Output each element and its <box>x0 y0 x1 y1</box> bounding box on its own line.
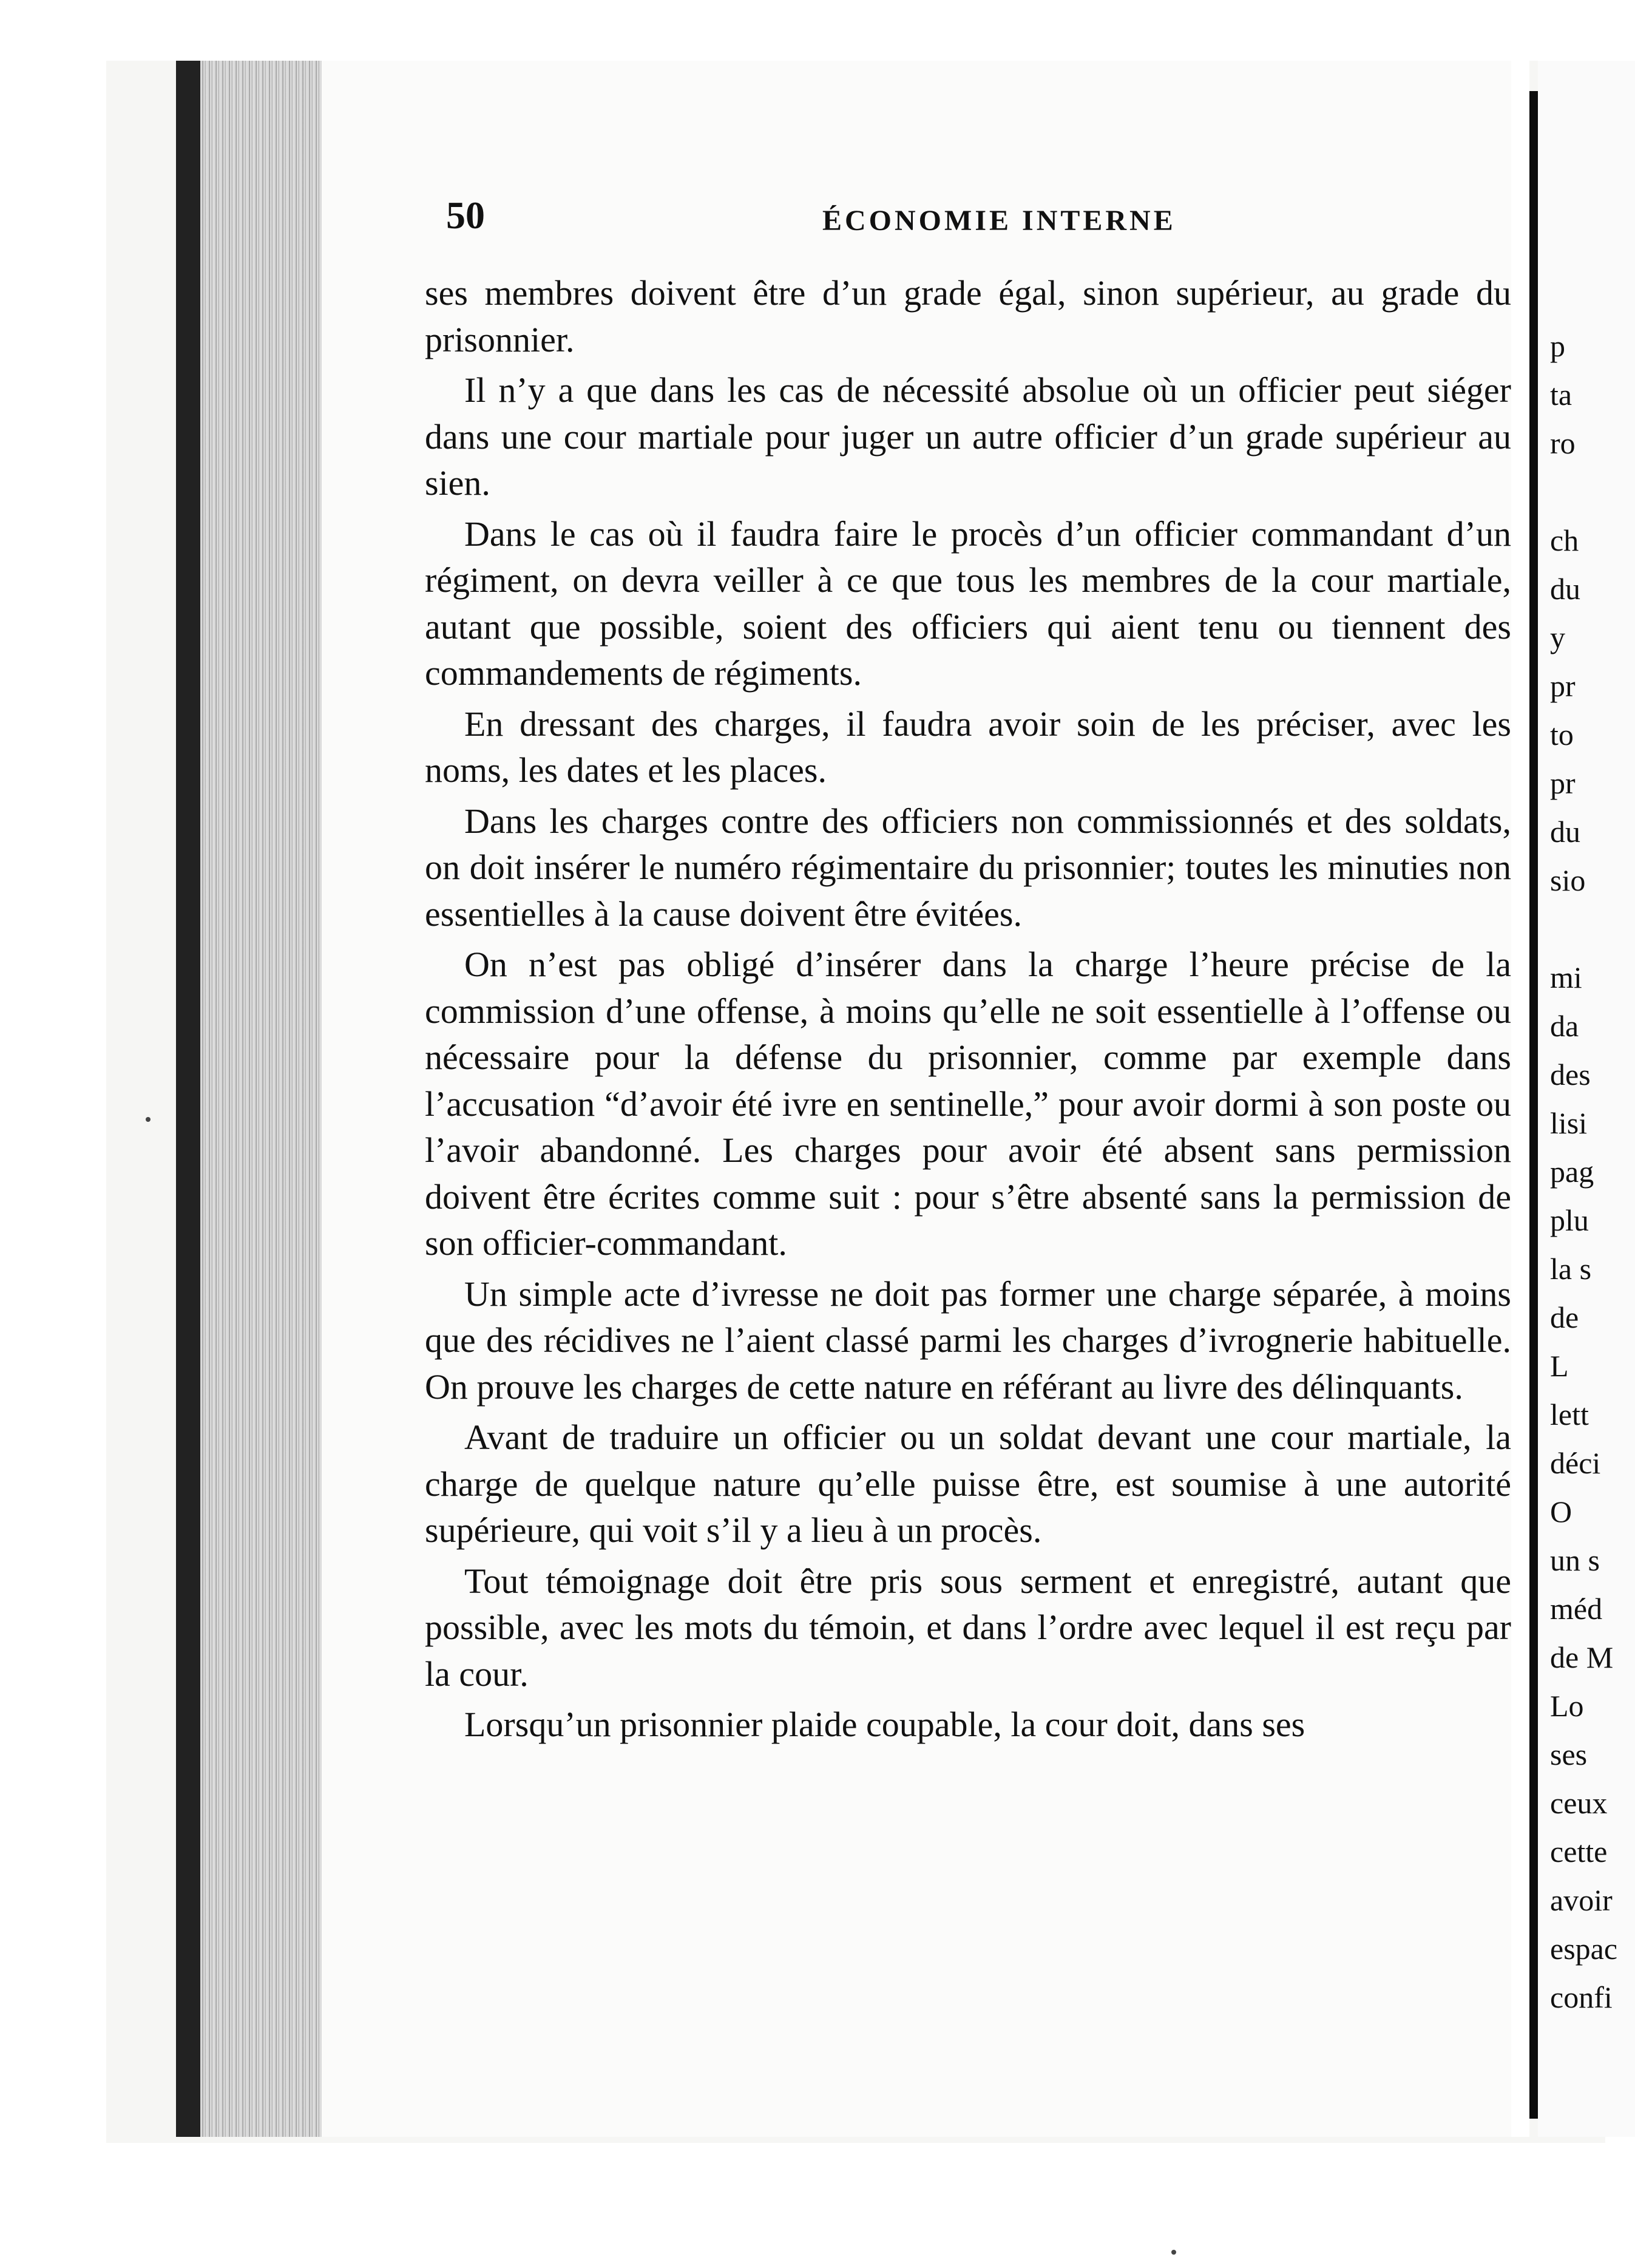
paragraph: En dressant des charges, il faudra avoir soin de les préciser, avec les noms, les dates et les places. <box>425 704 1511 790</box>
facing-page-fragment: méd <box>1550 1592 1603 1626</box>
facing-page-fragment: du <box>1550 815 1580 849</box>
scan-speck <box>1171 2250 1176 2255</box>
facing-page-fragment: de <box>1550 1300 1579 1334</box>
binding-shadow <box>176 61 200 2137</box>
facing-page-fragment: de M <box>1550 1640 1614 1674</box>
scan-speck <box>146 1117 151 1122</box>
facing-page-fragment: O <box>1550 1495 1572 1529</box>
page-number: 50 <box>446 194 485 237</box>
facing-page-fragment: ta <box>1550 378 1572 412</box>
paragraph: ses membres doivent être d’un grade égal, sinon supérieur, au grade du prisonnier. <box>425 273 1511 359</box>
facing-page-fragment: confi <box>1550 1980 1613 2014</box>
running-title: ÉCONOMIE INTERNE <box>822 205 1176 237</box>
facing-page-fragment: pr <box>1550 669 1576 703</box>
paragraph: Avant de traduire un officier ou un soldat devant une cour martiale, la charge de quelque nature qu’elle puisse être, est soumise à une autorité supérieure, qui voit s’il y a lieu à un procès. <box>425 1418 1511 1550</box>
facing-page-fragment: cette <box>1550 1835 1608 1869</box>
body-text <box>425 270 1511 1753</box>
page-edges <box>200 61 322 2137</box>
facing-page-fragment: y <box>1550 620 1565 654</box>
facing-page-fragment: lisi <box>1550 1106 1588 1140</box>
facing-page-fragment: da <box>1550 1009 1579 1043</box>
facing-page-fragment: ceux <box>1550 1786 1608 1820</box>
facing-page-fragment: ro <box>1550 426 1576 460</box>
facing-page-fragment: un s <box>1550 1543 1600 1577</box>
page-header <box>446 193 1514 248</box>
facing-page-fragment: p <box>1550 329 1565 363</box>
facing-page-fragment: espac <box>1550 1932 1618 1966</box>
facing-page-fragment: la s <box>1550 1252 1592 1286</box>
paragraph: On n’est pas obligé d’insérer dans la charge l’heure précise de la commission d’une offense, à moins qu’elle ne soit essentielle à l’offense ou nécessaire pour la défense du prisonnier, comme par exemple dans l’accusation “d’avoir été ivre en sentinelle,” pour avoir dormi à son poste ou l’avoir abandonné. Les charges pour avoir été absent sans permission doivent être écrites comme suit : pour s’être absenté sans la permission de son officier-commandant. <box>425 945 1511 1263</box>
facing-page-fragment: L <box>1550 1349 1569 1383</box>
facing-page-fragment: avoir <box>1550 1883 1613 1917</box>
spine-line <box>1529 91 1538 2119</box>
facing-page-text <box>1550 322 1635 2022</box>
facing-page-fragment: to <box>1550 718 1574 752</box>
paragraph: Dans le cas où il faudra faire le procès d’un officier commandant d’un régiment, on devra veiller à ce que tous les membres de la cour martiale, autant que possible, soient des officiers qui aient tenu ou tiennent des commandements de régiments. <box>425 514 1511 693</box>
facing-page-fragment: ch <box>1550 523 1579 557</box>
facing-page-fragment: pr <box>1550 766 1576 800</box>
paragraph: Tout témoignage doit être pris sous serment et enregistré, autant que possible, avec les mots du témoin, et dans l’ordre avec lequel il est reçu par la cour. <box>425 1561 1511 1694</box>
paragraph: Lorsqu’un prisonnier plaide coupable, la cour doit, dans ses <box>464 1705 1305 1744</box>
paragraph: Un simple acte d’ivresse ne doit pas former une charge séparée, à moins que des récidives ne l’aient classé parmi les charges d’ivrognerie habituelle. On prouve les charges de cette nature en référant au livre des délinquants. <box>425 1274 1511 1407</box>
facing-page-fragment: Lo <box>1550 1689 1584 1723</box>
facing-page-fragment: des <box>1550 1058 1591 1092</box>
facing-page <box>1538 61 1635 2137</box>
facing-page-fragment <box>1550 467 1635 516</box>
facing-page-fragment: ses <box>1550 1737 1588 1771</box>
facing-page-fragment: du <box>1550 572 1580 606</box>
paragraph: Dans les charges contre des officiers non commissionnés et des soldats, on doit insérer le numéro régimentaire du prisonnier; toutes les minuties non essentielles à la cause doivent être évitées. <box>425 801 1511 934</box>
paragraph: Il n’y a que dans les cas de nécessité absolue où un officier peut siéger dans une cour martiale pour juger un autre officier d’un grade supérieur au sien. <box>425 370 1511 503</box>
facing-page-fragment: lett <box>1550 1397 1589 1431</box>
facing-page-fragment: déci <box>1550 1446 1601 1480</box>
facing-page-fragment: mi <box>1550 960 1582 994</box>
page-gutter <box>1511 61 1529 2137</box>
facing-page-fragment: pag <box>1550 1155 1594 1189</box>
facing-page-fragment: sio <box>1550 863 1586 897</box>
facing-page-fragment: plu <box>1550 1203 1589 1237</box>
facing-page-fragment <box>1550 905 1635 953</box>
